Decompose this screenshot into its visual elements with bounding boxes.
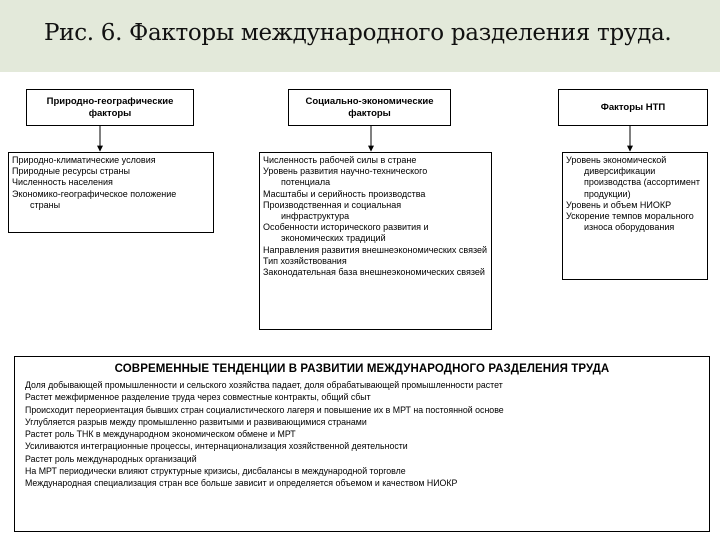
natural-geographic-factors-list [8, 152, 214, 233]
page-title: Рис. 6. Факторы международного разделения труда. [44, 20, 672, 46]
modern-trends-box [14, 356, 710, 532]
trend-item: Международная специализация стран все больше зависит и определяется объемом и качеством НИОКР [25, 478, 458, 489]
list-item: Ускорение темпов морального износа оборудования [566, 211, 694, 233]
socio-economic-factors-list [259, 152, 492, 330]
list-item: Масштабы и серийность производства [263, 188, 426, 199]
list-item: Тип хозяйствования [263, 255, 347, 266]
ntp-factors-heading: Факторы НТП [558, 89, 708, 126]
list-item: Уровень и объем НИОКР [566, 199, 672, 210]
list-item: Численность населения [12, 177, 113, 188]
list-item: Природно-климатические условия [12, 155, 156, 165]
list-item: Природные ресурсы страны [12, 166, 130, 177]
trend-item: Растет межфирменное разделение труда через совместные контракты, общий сбыт [25, 392, 371, 403]
trend-item: Усиливаются интеграционные процессы, интернационализация хозяйственной деятельности [25, 441, 408, 452]
ntp-factors-list [562, 152, 708, 280]
list-item: Законодательная база внешнеэкономических связей [263, 267, 485, 278]
trend-item: Растет роль международных организаций [25, 453, 197, 464]
natural-geographic-factors-heading: Природно-географические факторы [26, 89, 194, 126]
modern-trends-heading: СОВРЕМЕННЫЕ ТЕНДЕНЦИИ В РАЗВИТИИ МЕЖДУНАРОДНОГО РАЗДЕЛЕНИЯ ТРУДА [114, 363, 610, 375]
list-item: Численность рабочей силы в стране [263, 155, 417, 165]
trend-item: На МРТ периодически влияют структурные кризисы, дисбалансы в международной торговле [25, 466, 406, 477]
list-item: Уровень развития научно-технического потенциала [263, 166, 428, 188]
list-item: Производственная и социальная инфраструктура [263, 199, 402, 222]
trend-item: Углубляется разрыв между промышленно развитыми и развивающимися странами [25, 416, 367, 427]
list-item: Экономико-географическое положение страны [12, 188, 177, 210]
trend-item: Происходит переориентация бывших стран социалистического лагеря и повышение их в МРТ на постоянной основе [25, 404, 504, 415]
trend-item: Растет роль ТНК в международном экономическом обмене и МРТ [25, 429, 296, 440]
title-band [0, 0, 720, 72]
trend-item: Доля добывающей промышленности и сельского хозяйства падает, доля обрабатывающей промышленности растет [25, 380, 503, 390]
list-item: Уровень экономической диверсификации производства (ассортимент продукции) [566, 155, 700, 199]
modern-trends-list [25, 379, 705, 490]
list-item: Особенности исторического развития и экономических традиций [263, 222, 429, 244]
socio-economic-factors-heading: Социально-экономические факторы [288, 89, 451, 126]
list-item: Направления развития внешнеэкономических связей [263, 244, 488, 255]
